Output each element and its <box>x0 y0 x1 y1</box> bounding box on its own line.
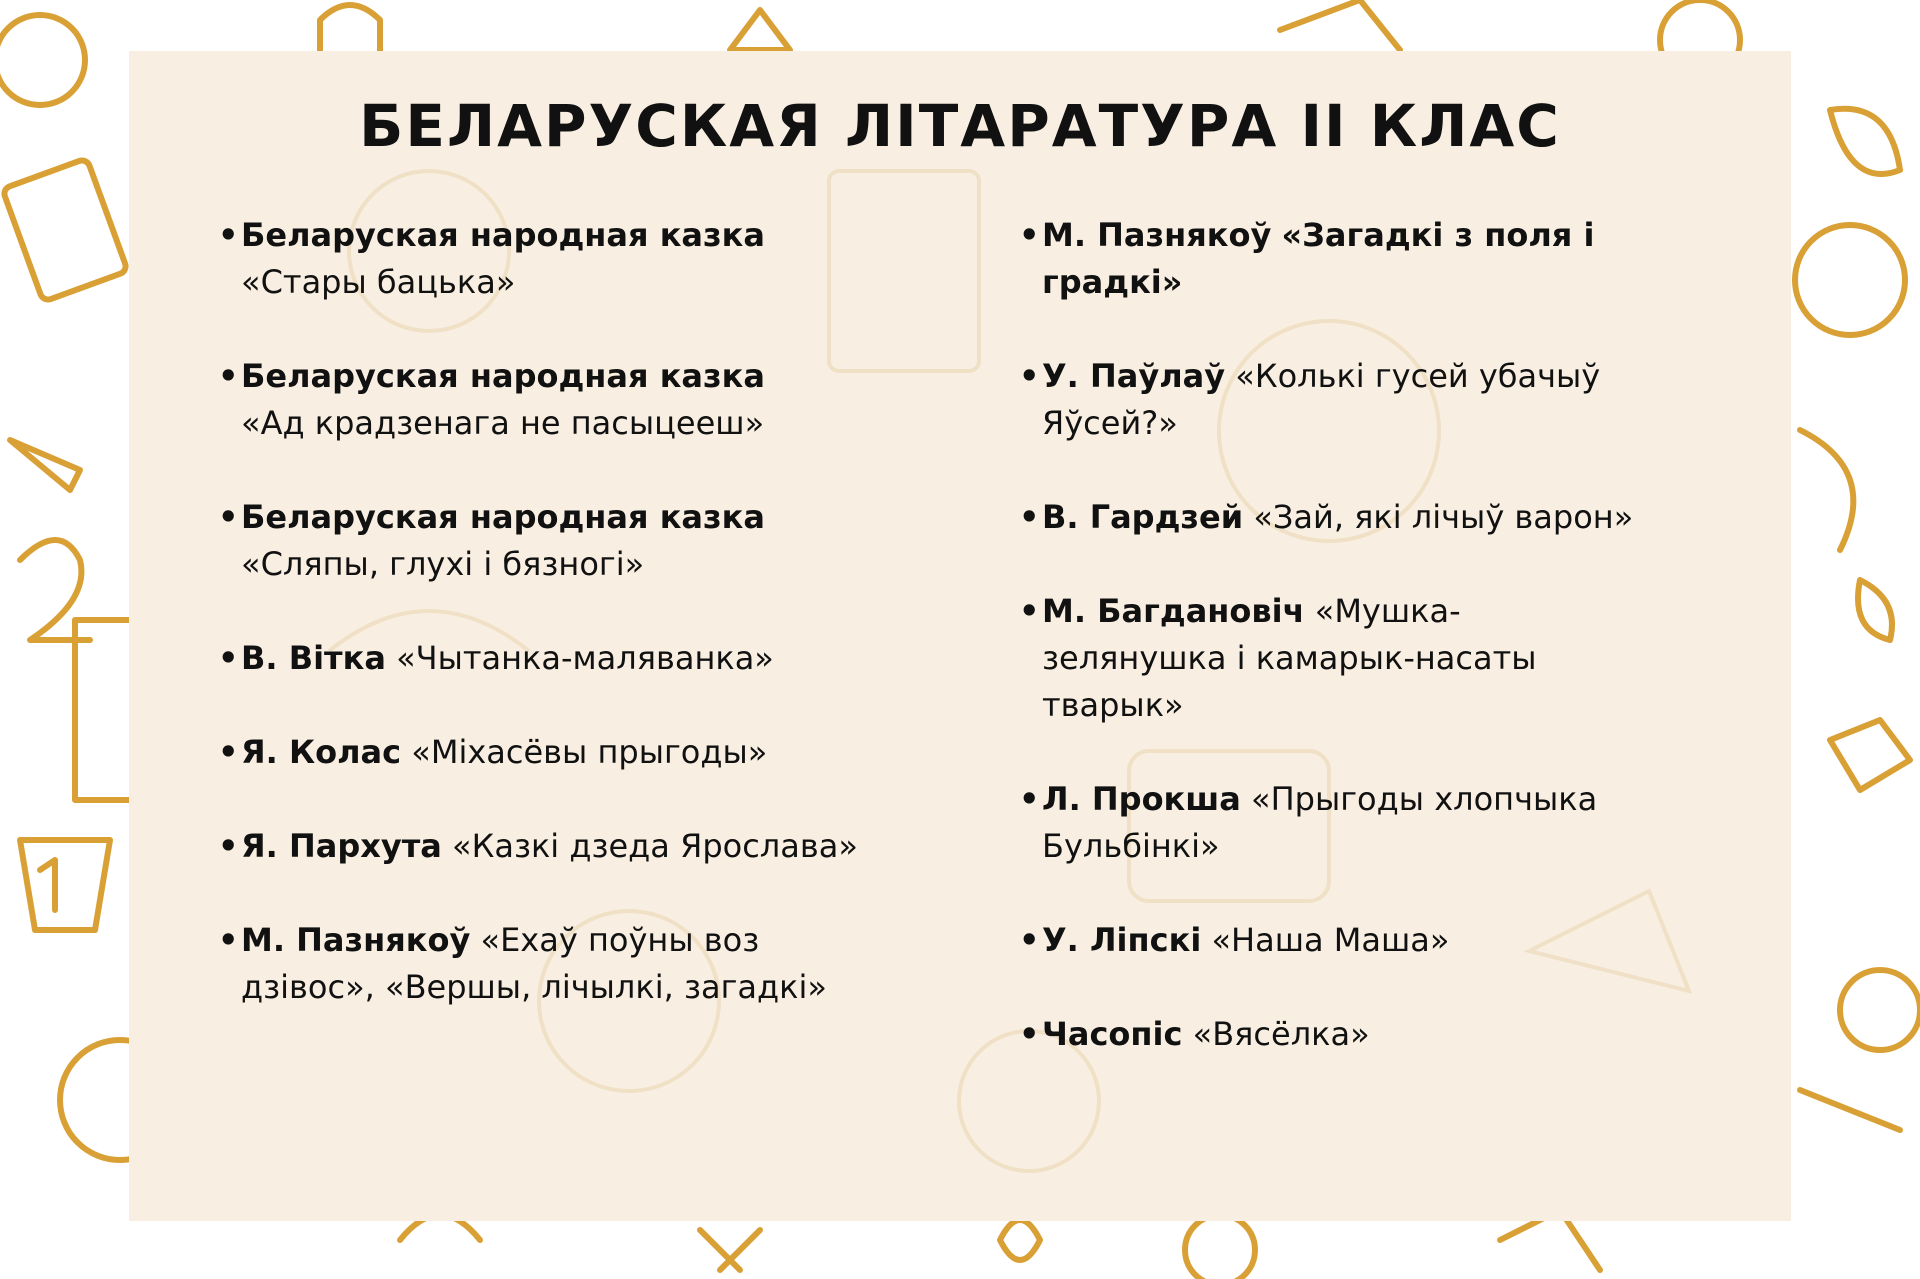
bullet-icon: • <box>218 216 239 254</box>
number-two-doodle-icon <box>20 540 90 640</box>
list-item <box>218 823 978 870</box>
item-work: «Стары бацька» <box>241 263 516 301</box>
bullet-icon: • <box>1019 780 1040 818</box>
item-work: «Вясёлка» <box>1192 1015 1370 1053</box>
list-item <box>1019 494 1739 541</box>
list-item <box>1019 917 1739 964</box>
item-author: У. Паўлаў <box>1042 357 1226 395</box>
list-item <box>218 494 978 588</box>
item-author: Я. Пархута <box>241 827 442 865</box>
item-author: М. Пазнякоў <box>1042 216 1272 254</box>
list-item <box>1019 588 1642 729</box>
bullet-icon: • <box>1019 216 1040 254</box>
item-author: Беларуская народная казка <box>241 216 765 254</box>
bullet-icon: • <box>1019 357 1040 395</box>
reading-list-left-column <box>218 212 978 1058</box>
bullet-icon: • <box>1019 498 1040 536</box>
leaf-doodle-icon <box>1858 580 1892 640</box>
bullet-icon: • <box>218 827 239 865</box>
apple-doodle-icon <box>1840 970 1920 1050</box>
list-item <box>1019 212 1739 306</box>
item-work: «Ад крадзенага не пасыцееш» <box>241 404 765 442</box>
item-work: «Чытанка-маляванка» <box>396 639 774 677</box>
list-item <box>218 917 891 1011</box>
list-item <box>218 635 978 682</box>
list-item <box>1019 353 1739 447</box>
item-author: Часопіс <box>1042 1015 1183 1053</box>
list-item <box>218 212 978 306</box>
item-work: «Міхасёвы прыгоды» <box>411 733 768 771</box>
ruler-doodle-icon <box>1280 0 1400 50</box>
bullet-icon: • <box>218 357 239 395</box>
item-work: «Мушка-зелянушка і камарык-насаты тварык» <box>1042 592 1537 724</box>
item-author: М. Багдановіч <box>1042 592 1305 630</box>
item-author: Беларуская народная казка <box>241 498 765 536</box>
item-work: «Казкі дзеда Ярослава» <box>452 827 858 865</box>
flask-doodle-icon <box>730 10 790 50</box>
item-work: «Прыгоды хлопчыка Бульбінкі» <box>1042 780 1598 865</box>
bullet-icon: • <box>1019 592 1040 630</box>
item-author: Беларуская народная казка <box>241 357 765 395</box>
item-work: «Колькі гусей убачыў Яўсей?» <box>1042 357 1601 442</box>
pencil-doodle-icon <box>10 440 80 490</box>
list-item <box>1019 776 1622 870</box>
scissors-doodle-icon <box>700 1230 760 1270</box>
page-title: БЕЛАРУСКАЯ ЛІТАРАТУРА ІІ КЛАС <box>359 92 1561 160</box>
item-author: Л. Прокша <box>1042 780 1241 818</box>
globe-doodle-icon <box>1185 1215 1255 1279</box>
item-work: «Сляпы, глухі і бязногі» <box>241 545 645 583</box>
bullet-icon: • <box>1019 1015 1040 1053</box>
item-author: В. Вітка <box>241 639 386 677</box>
list-item <box>218 353 978 447</box>
pencil-doodle-icon <box>1800 1090 1900 1130</box>
item-author: Я. Колас <box>241 733 402 771</box>
trophy-doodle-icon <box>20 840 110 930</box>
list-item <box>218 729 978 776</box>
item-work: «Загадкі з поля і градкі» <box>1042 216 1595 301</box>
item-author: В. Гардзей <box>1042 498 1244 536</box>
item-work: «Ехаў поўны воз дзівос», «Вершы, лічылкі, загадкі» <box>241 921 827 1006</box>
bullet-icon: • <box>218 639 239 677</box>
bullet-icon: • <box>1019 921 1040 959</box>
reading-list-right-column <box>1019 212 1739 1105</box>
item-work: «Наша Маша» <box>1211 921 1450 959</box>
bullet-icon: • <box>218 498 239 536</box>
flask-doodle-icon <box>1830 720 1910 790</box>
bullet-icon: • <box>218 921 239 959</box>
item-author: М. Пазнякоў <box>241 921 471 959</box>
book-doodle-icon <box>2 158 128 302</box>
leaf-doodle-icon <box>1000 1220 1040 1260</box>
item-author: У. Ліпскі <box>1042 921 1202 959</box>
list-item <box>1019 1011 1739 1058</box>
item-work: «Зай, які лічыў варон» <box>1253 498 1634 536</box>
palette-doodle-icon <box>1795 225 1905 335</box>
ribbon-doodle-icon <box>1800 430 1853 550</box>
bullet-icon: • <box>218 733 239 771</box>
